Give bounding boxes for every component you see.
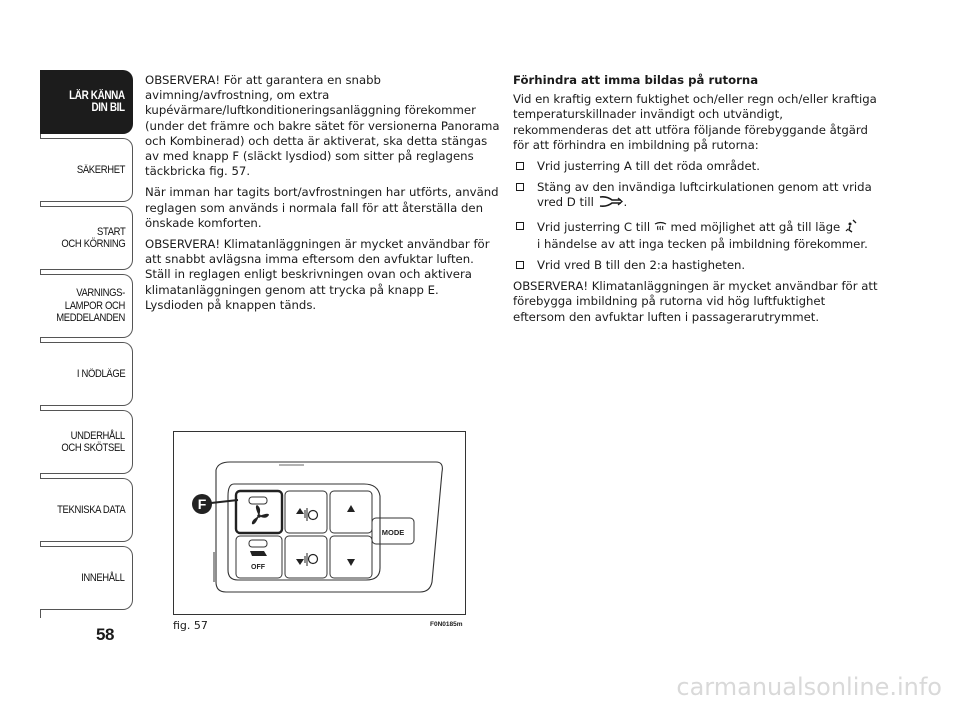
off-label: OFF	[251, 564, 265, 571]
tab-start-och-korning[interactable]	[40, 206, 133, 270]
tab-sakerhet[interactable]	[40, 138, 133, 202]
checkbox-bullet-icon	[516, 162, 524, 170]
mode-button-label: MODE	[381, 528, 405, 537]
tab-label: LÄR KÄNNA DIN BIL	[69, 89, 125, 114]
bullet-item	[513, 180, 878, 212]
paragraph: Vid en kraftig extern fuktighet och/eller regn och/eller kraftiga temperaturskillnader invändigt och utvändigt, rekommenderas det att utföra följande förebyggande åtgärd för att förhindra en imbildning på rutorna:	[513, 92, 877, 152]
figure-caption: fig. 57	[173, 619, 208, 632]
tab-label: INNEHÅLL	[81, 571, 125, 584]
checkbox-bullet-icon	[516, 183, 524, 191]
chapter-sidebar	[40, 70, 133, 614]
tab-i-nodlage[interactable]	[40, 342, 133, 406]
bullet-text: .	[623, 195, 628, 210]
bullet-text: Vrid justerring A till det röda området.	[537, 159, 760, 174]
outside-air-intake-icon	[598, 195, 624, 212]
bullet-item	[513, 159, 878, 174]
callout-f-label: F	[197, 496, 207, 512]
tab-label: START OCH KÖRNING	[60, 225, 125, 250]
bullet-text: i händelse av att inga tecken på imbildning förekommer.	[537, 236, 868, 251]
bullet-text: med möjlighet att gå till läge	[670, 219, 841, 234]
tab-varningslampor[interactable]	[40, 274, 133, 338]
checkbox-bullet-icon	[516, 261, 524, 269]
paragraph: När imman har tagits bort/avfrostningen har utförts, använd reglagen som används i normala fall för att återställa den önskade komforten.	[145, 185, 499, 230]
tab-label: VARNINGS- LAMPOR OCH MEDDELANDEN	[56, 287, 125, 325]
figure-code: F0N0185m	[430, 621, 463, 628]
checkbox-bullet-icon	[516, 222, 524, 230]
bullet-item	[513, 258, 878, 273]
section-heading: Förhindra att imma bildas på rutorna	[513, 73, 759, 87]
left-text-column	[145, 73, 500, 319]
paragraph: OBSERVERA! Klimatanläggningen är mycket användbar för att förebygga imbildning på rutorna vid hög luftfuktighet eftersom den avfuktar luften i passagerarutrymmet.	[513, 279, 878, 324]
paragraph: OBSERVERA! Klimatanläggningen är mycket användbar för att snabbt avlägsna imma eftersom den avfuktar luften. Ställ in reglagen enligt beskrivningen ovan och aktivera klimatanläggningen genom att trycka på knapp E. Lysdioden på knappen tänds.	[145, 237, 490, 312]
tab-label: I NÖDLÄGE	[76, 367, 125, 380]
climate-panel-illustration	[174, 432, 465, 614]
tab-label: TEKNISKA DATA	[56, 503, 125, 516]
tab-label: UNDERHÅLL OCH SKÖTSEL	[61, 429, 125, 454]
tab-innehall[interactable]	[40, 546, 133, 610]
tab-label: SÄKERHET	[76, 163, 125, 176]
bullet-text: Vrid vred B till den 2:a hastigheten.	[537, 258, 746, 273]
tab-underhall-och-skotsel[interactable]	[40, 410, 133, 474]
defrost-windscreen-icon	[654, 221, 667, 237]
watermark: carmanualsonline.info	[676, 673, 942, 701]
right-text-column	[513, 73, 878, 331]
tab-lar-kanna-din-bil[interactable]	[40, 70, 133, 134]
figure-climate-control-panel	[173, 431, 466, 615]
page-number: 58	[96, 625, 114, 644]
paragraph: OBSERVERA! För att garantera en snabb avimning/avfrostning, om extra kupévärmare/luftkonditioneringsanläggning förekommer (under det främre och bakre sätet för versionerna Panorama och Kombinerad) och detta är aktiverat, ska detta stängas av med knapp F (släckt lysdiod) som sitter på reglagens täckbricka fig. 57.	[145, 73, 500, 179]
airflow-feet-windscreen-icon	[844, 219, 857, 237]
bullet-text: Stäng av den invändiga luftcirkulationen genom att vrida vred D till	[537, 180, 872, 210]
bullet-item	[513, 219, 878, 252]
bullet-text: Vrid justerring C till	[537, 219, 651, 234]
tab-tekniska-data[interactable]	[40, 478, 133, 542]
